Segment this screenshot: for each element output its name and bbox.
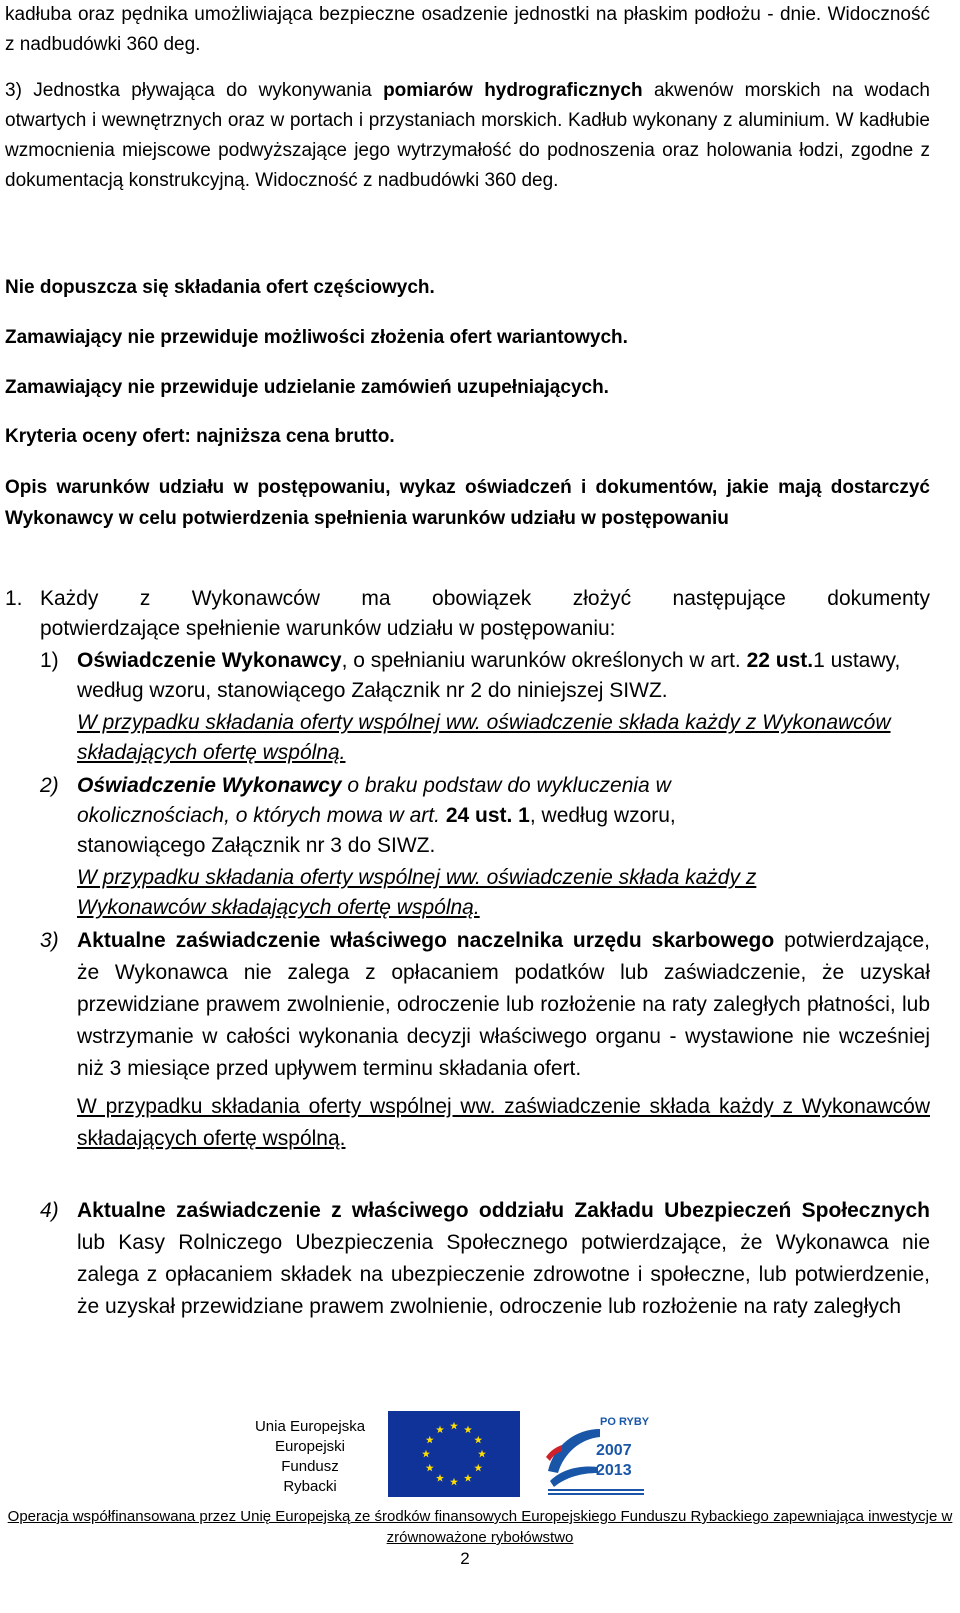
statement-partial-offers: Nie dopuszcza się składania ofert częściowych. — [5, 277, 435, 298]
list-item-1-text-2: 1 ustawy, według wzoru, stanowiącego Załącznik nr 2 do niniejszej SIWZ. — [77, 649, 901, 702]
list-item-4-bold: Aktualne zaświadczenie z właściwego oddziału Zakładu Ubezpieczeń Społecznych — [77, 1199, 930, 1222]
po-ryby-label: PO RYBY — [600, 1416, 650, 1428]
point-1-label: 1. — [5, 587, 23, 610]
point-1-text-1: Każdy z Wykonawców ma obowiązek złożyć następujące dokumenty — [40, 587, 930, 610]
list-item-1-bold-2: 22 ust. — [746, 649, 814, 672]
list-item-1-note: W przypadku składania oferty wspólnej ww. oświadczenie składa każdy z Wykonawców składających ofertę wspólną. — [77, 711, 891, 764]
statement-variant-offers: Zamawiający nie przewiduje możliwości złożenia ofert wariantowych. — [5, 327, 628, 348]
eu-flag-icon — [388, 1411, 520, 1497]
list-item-2-bold-2: 24 ust. 1 — [445, 804, 530, 827]
statement-supplementary-orders: Zamawiający nie przewiduje udzielanie zamówień uzupełniających. — [5, 377, 609, 398]
list-item-2-body — [77, 771, 797, 923]
list-item-4-text: lub Kasy Rolniczego Ubezpieczenia Społecznego potwierdzające, że Wykonawca nie zalega z opłacaniem składek na ubezpieczenie zdrowotne i społeczne, lub potwierdzenie, że uzyskał przewidziane prawem zwolnienie, odroczenie lub rozłożenie na raty zaległych — [77, 1231, 930, 1318]
list-item-1-body — [77, 646, 930, 768]
intro-p2-start: 3) Jednostka pływająca do wykonywania — [5, 80, 384, 101]
list-item-2-text: o braku podstaw do wykluczenia w okolicznościach, o których mowa w art. — [77, 774, 671, 827]
po-ryby-logo-icon — [540, 1411, 652, 1497]
po-ryby-year-2: 2013 — [596, 1462, 632, 1479]
page-number: 2 — [460, 1549, 470, 1568]
list-item-4-body — [77, 1195, 930, 1323]
list-item-2-number: 2) — [40, 774, 59, 797]
eu-fund-label — [250, 1417, 370, 1497]
intro-p2-bold: pomiarów hydrograficznych — [383, 80, 643, 101]
eu-fund-line-2: Europejski — [274, 1438, 346, 1455]
list-item-3-bold: Aktualne zaświadczenie właściwego naczelnika urzędu skarbowego — [77, 929, 775, 952]
list-item-3-number: 3) — [40, 929, 59, 952]
conditions-heading: Opis warunków udziału w postępowaniu, wykaz oświadczeń i dokumentów, jakie mają dostarczyć Wykonawcy w celu potwierdzenia spełnienia warunków udziału w postępowaniu — [5, 477, 930, 529]
list-item-4 — [40, 1195, 930, 1323]
list-item-1-text: , o spełnianiu warunków określonych w art. — [341, 649, 747, 672]
intro-paragraph-1: kadłuba oraz pędnika umożliwiająca bezpieczne osadzenie jednostki na płaskim podłożu - dnie. Widoczność z nadbudówki 360 deg. — [5, 4, 930, 55]
point-1-line-1 — [5, 584, 930, 614]
point-1 — [5, 584, 930, 644]
eu-fund-line-3: Fundusz — [281, 1458, 339, 1475]
list-item-2 — [40, 771, 930, 923]
list-item-2-note: W przypadku składania oferty wspólnej ww. oświadczenie składa każdy z Wykonawców składających ofertę wspólną. — [77, 866, 757, 919]
list-item-3-text: potwierdzające, że Wykonawca nie zalega z opłacaniem podatków lub zaświadczenie, że uzyskał przewidziane prawem zwolnienie, odroczenie lub rozłożenie na raty zaległych płatności, lub wstrzymanie w całości wykonania decyzji właściwego organu - wystawione nie wcześniej niż 3 miesiące przed upływem terminu składania ofert. — [77, 929, 930, 1080]
list-item-3-body — [77, 925, 930, 1155]
list-item-4-number: 4) — [40, 1199, 59, 1222]
funding-logos — [0, 1403, 960, 1503]
po-ryby-year-1: 2007 — [596, 1442, 632, 1459]
footer-cofinancing-note: Operacja współfinansowana przez Unię Europejską ze środków finansowych Europejskiego Funduszu Rybackiego zapewniająca inwestycje w zrównoważone rybołówstwo — [7, 1508, 953, 1546]
intro-p2-rest: akwenów morskich na wodach otwartych i wewnętrznych oraz w portach i przystaniach morskich. Kadłub wykonany z aluminium. W kadłubie wzmocnienia miejscowe podwyższające jego wytrzymałość do podnoszenia oraz holowania łodzi, zgodne z dokumentacją konstrukcyjną. Widoczność z nadbudówki 360 deg. — [5, 80, 930, 191]
statement-criteria: Kryteria oceny ofert: najniższa cena brutto. — [5, 426, 395, 447]
list-item-2-text-2: , według wzoru, stanowiącego Załącznik nr 3 do SIWZ. — [77, 804, 676, 857]
list-item-3 — [40, 925, 930, 1155]
point-1-line-2: potwierdzające spełnienie warunków udziału w postępowaniu: — [40, 617, 616, 640]
list-item-3-note: W przypadku składania oferty wspólnej ww. zaświadczenie składa każdy z Wykonawców składających ofertę wspólną. — [77, 1095, 930, 1150]
intro-paragraph-2 — [5, 76, 930, 196]
list-item-1 — [40, 646, 930, 768]
list-item-1-bold: Oświadczenie Wykonawcy — [77, 649, 342, 672]
list-item-1-number: 1) — [40, 649, 59, 672]
eu-fund-line-4: Rybacki — [283, 1478, 337, 1495]
eu-fund-line-1: Unia Europejska — [254, 1418, 366, 1435]
list-item-2-bold: Oświadczenie Wykonawcy — [77, 774, 342, 797]
